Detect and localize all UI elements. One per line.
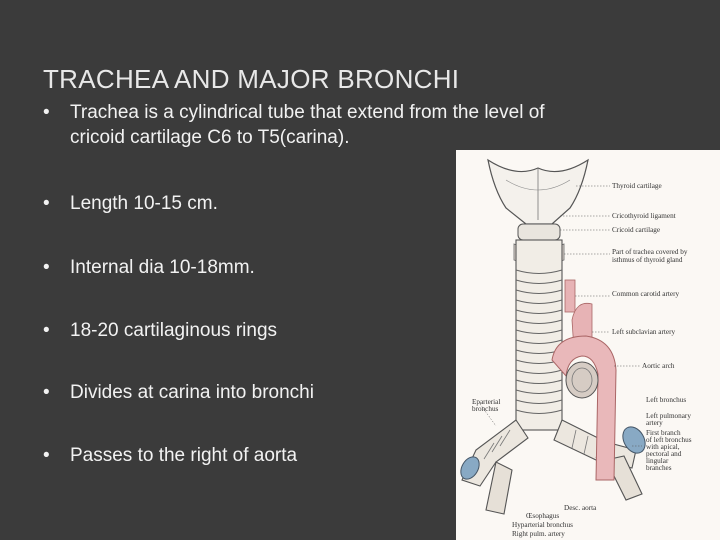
bullet-text-continued: cricoid cartilage C6 to T5(carina).	[70, 127, 350, 148]
bullet-marker: •	[43, 320, 50, 341]
label-aortic-arch: Aortic arch	[642, 362, 675, 370]
bullet-marker: •	[43, 257, 50, 278]
label-first-branch-line6: branches	[646, 464, 672, 472]
bullet-text: Internal dia 10-18mm.	[70, 257, 255, 278]
label-first-branch-line4: pectoral and	[646, 450, 682, 458]
trachea-drawing	[456, 150, 720, 540]
bullet-text: 18-20 cartilaginous rings	[70, 320, 278, 341]
cricoid-cartilage-shape	[518, 224, 560, 240]
bullet-text: Divides at carina into bronchi	[70, 382, 314, 403]
slide-title: TRACHEA AND MAJOR BRONCHI	[43, 64, 460, 94]
label-eparterial-line2: bronchus	[472, 405, 499, 413]
label-hyparterial: Hyparterial bronchus	[512, 521, 573, 529]
label-left-pulmonary-line1: Left pulmonary	[646, 412, 691, 420]
bullet-marker: •	[43, 445, 50, 466]
trachea-illustration	[456, 150, 720, 540]
trachea-tube	[516, 240, 562, 430]
label-isthmus-line1: Part of trachea covered by	[612, 248, 688, 256]
bullet-text: Passes to the right of aorta	[70, 445, 298, 466]
bullet-marker: •	[43, 193, 50, 214]
bullet-text: Length 10-15 cm.	[70, 193, 218, 214]
label-isthmus-line2: isthmus of thyroid gland	[612, 256, 683, 264]
label-cricoid-cartilage: Cricoid cartilage	[612, 226, 661, 234]
label-right-pulm-artery: Right pulm. artery	[512, 530, 565, 538]
label-left-bronchus: Left bronchus	[646, 396, 687, 404]
label-common-carotid: Common carotid artery	[612, 290, 680, 298]
label-first-branch-line3: with apical,	[646, 443, 680, 451]
label-desc-aorta: Desc. aorta	[564, 504, 597, 512]
label-first-branch-line1: First branch	[646, 429, 681, 437]
label-cricothyroid-ligament: Cricothyroid ligament	[612, 212, 676, 220]
label-left-pulmonary-line2: artery	[646, 419, 663, 427]
bullet-marker: •	[43, 102, 50, 123]
label-first-branch-line2: of left bronchus	[646, 436, 692, 444]
bullet-text: Trachea is a cylindrical tube that extend from the level of	[70, 102, 545, 123]
label-left-subclavian: Left subclavian artery	[612, 328, 676, 336]
bullet-marker: •	[43, 382, 50, 403]
label-thyroid-cartilage: Thyroid cartilage	[612, 182, 662, 190]
label-first-branch-line5: lingular	[646, 457, 669, 465]
label-eparterial-line1: Eparterial	[472, 398, 501, 406]
label-oesophagus: Œsophagus	[526, 512, 560, 520]
